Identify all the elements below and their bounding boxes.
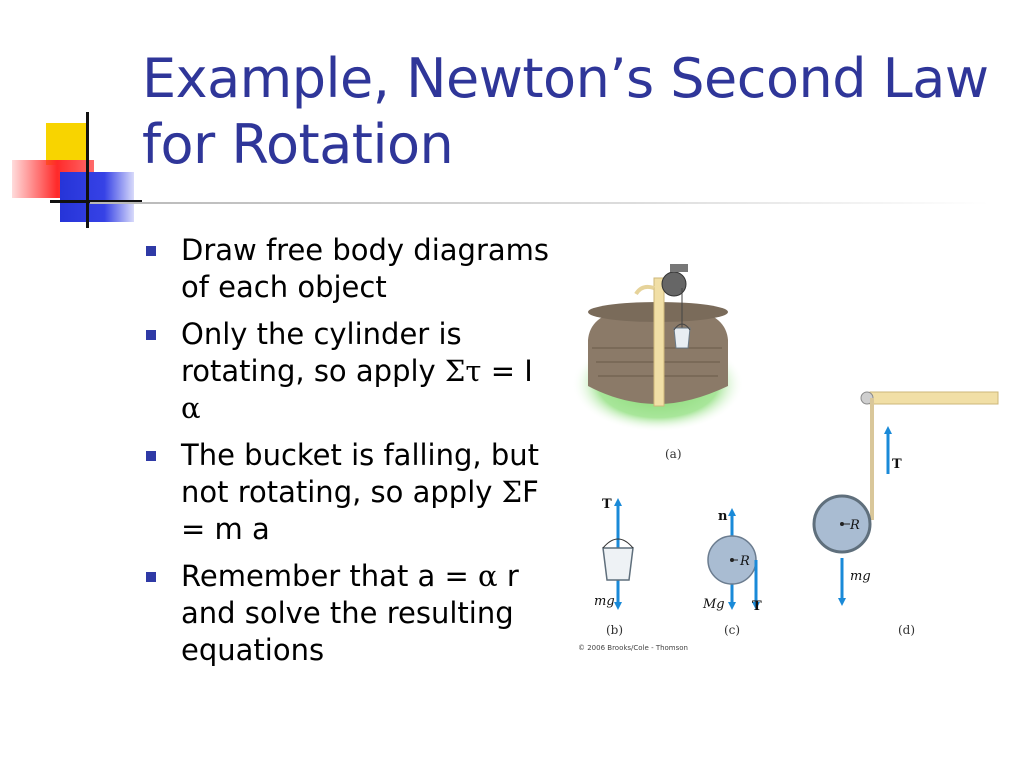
label-R-d: R: [850, 518, 860, 533]
bucket-free-body-diagram: [594, 497, 633, 609]
label-Mg-c: Mg: [703, 597, 725, 612]
crank-handle: [636, 287, 654, 294]
bullet-marker: [146, 246, 156, 256]
well-post: [654, 278, 664, 406]
alpha-symbol: α: [181, 391, 201, 425]
caption-d: (d): [898, 623, 916, 637]
decor-yellow-square: [46, 123, 88, 165]
decor-vertical-line: [86, 112, 89, 228]
alpha-symbol: α: [478, 559, 498, 593]
bullet-list: [146, 232, 556, 679]
pulley-setup-diagram: [814, 392, 998, 602]
torque-sum-symbol: Στ: [444, 354, 482, 388]
bullet-text: = I: [481, 354, 533, 388]
bucket-fbd: [603, 548, 633, 580]
caption-c: (c): [724, 623, 741, 637]
bullet-item: [146, 316, 556, 427]
label-T-d: T: [892, 457, 902, 472]
bullet-text: Only the cylinder is rotating, so apply: [181, 317, 462, 388]
bullet-item: [146, 232, 556, 306]
label-T-b: T: [602, 497, 612, 512]
bullet-text: r and solve the resulting equations: [181, 559, 519, 667]
bullet-text: Draw free body diagrams of each object: [181, 233, 549, 304]
bullet-item: [146, 558, 556, 669]
label-n-c: n: [718, 509, 728, 524]
caption-b: (b): [606, 623, 624, 637]
slide-title: Example, Newton’s Second Law for Rotation: [142, 47, 989, 176]
decor-blue-square: [60, 172, 134, 222]
bullet-text: Remember that a =: [181, 559, 479, 593]
bullet-text: F = m a: [181, 475, 539, 546]
well-bucket: [674, 328, 690, 348]
caption-a: (a): [665, 447, 682, 461]
bullet-text: The bucket is falling, but not rotating, so apply: [181, 438, 539, 509]
well-bucket-diagram: [570, 258, 1000, 658]
physics-figure: [570, 258, 1000, 658]
figure-credit: © 2006 Brooks/Cole - Thomson: [578, 644, 688, 652]
support-beam: [870, 392, 998, 404]
bullet-marker: [146, 572, 156, 582]
label-mg-d: mg: [850, 569, 871, 584]
label-R-c: R: [740, 554, 750, 569]
cylinder-free-body-diagram: [702, 509, 762, 614]
title-underline: [90, 202, 990, 204]
bullet-item: [146, 437, 556, 548]
bullet-marker: [146, 330, 156, 340]
label-T-c: T: [752, 599, 762, 614]
sigma-symbol: Σ: [501, 475, 523, 509]
label-mg-b: mg: [594, 594, 615, 609]
well-scene: [572, 264, 744, 432]
decorative-corner: [0, 0, 150, 240]
bullet-marker: [146, 451, 156, 461]
